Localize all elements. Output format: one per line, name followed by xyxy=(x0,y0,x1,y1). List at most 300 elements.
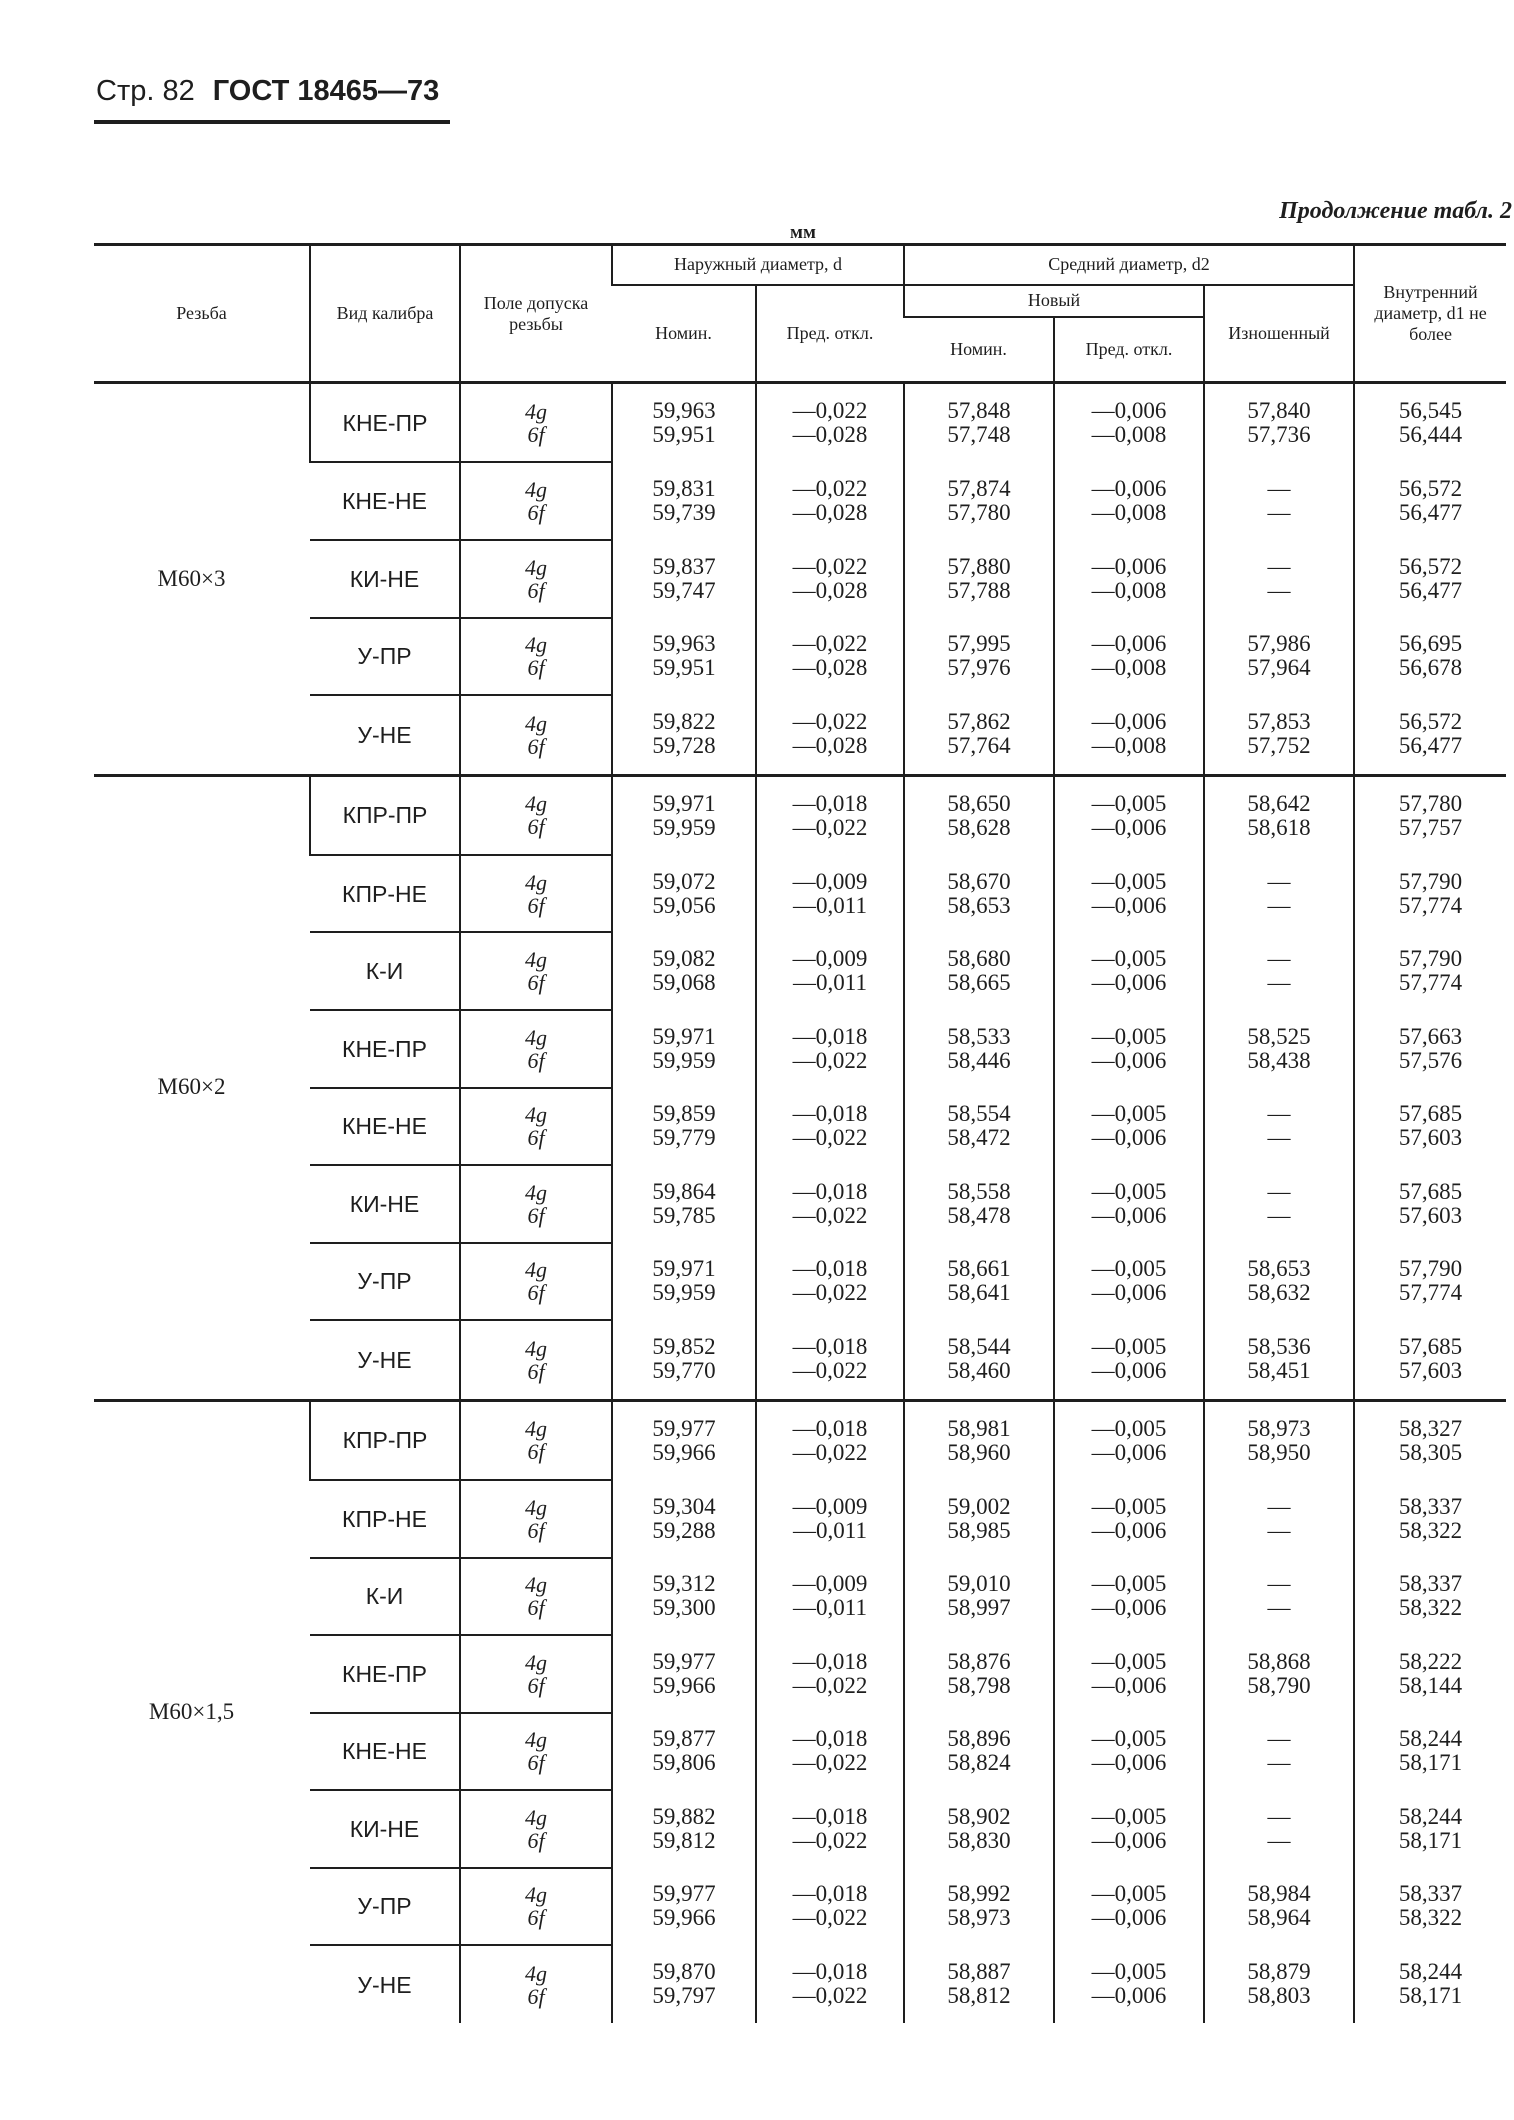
cell-value: 58,536 xyxy=(1247,1334,1311,1360)
cell-value: 56,545 xyxy=(1398,398,1463,424)
cell-value: 58,171 xyxy=(1398,1983,1463,2009)
worn-cell xyxy=(1204,462,1354,540)
outer-deviation-cell xyxy=(756,1400,904,1480)
cell-value: 4g xyxy=(525,1102,547,1128)
cell-value: —0,005 xyxy=(1091,1101,1167,1127)
cell-value: 58,244 xyxy=(1398,1726,1463,1752)
cell-value: —0,006 xyxy=(1091,1358,1167,1384)
tolerance-cell xyxy=(460,695,612,775)
outer-nominal-cell xyxy=(612,540,756,618)
tolerance-cell xyxy=(460,775,612,855)
cell-value: —0,006 xyxy=(1091,1750,1167,1776)
cell-value: 58,830 xyxy=(947,1827,1011,1853)
cell-value: 57,853 xyxy=(1247,709,1311,735)
outer-deviation-cell xyxy=(756,618,904,696)
worn-cell xyxy=(1204,1558,1354,1636)
table-row xyxy=(94,775,1506,855)
inner-diameter-cell xyxy=(1354,1010,1506,1088)
cell-value: 6f xyxy=(527,733,545,759)
inner-diameter-cell xyxy=(1354,855,1506,933)
unit-label: мм xyxy=(790,222,816,243)
cell-value: —0,006 xyxy=(1091,1280,1167,1306)
inner-diameter-cell xyxy=(1354,1868,1506,1946)
cell-value: 6f xyxy=(527,577,545,603)
worn-cell xyxy=(1204,1790,1354,1868)
cell-value: 4g xyxy=(525,1727,547,1753)
inner-diameter-cell xyxy=(1354,383,1506,463)
cell-value: —0,022 xyxy=(792,1750,868,1776)
mean-nominal-cell xyxy=(904,1480,1054,1558)
col-mean-worn: Изношенный xyxy=(1204,285,1354,383)
cell-value: —0,011 xyxy=(793,892,867,918)
cell-value: 59,822 xyxy=(652,709,716,735)
gauge-type-cell: КПР-НЕ xyxy=(310,1480,460,1558)
cell-value: 57,774 xyxy=(1398,970,1463,996)
worn-cell xyxy=(1204,1713,1354,1791)
cell-value: 4g xyxy=(525,1416,547,1442)
cell-value: —0,011 xyxy=(793,1595,867,1621)
outer-deviation-cell xyxy=(756,462,904,540)
cell-value: 58,632 xyxy=(1247,1280,1311,1306)
cell-value: —0,018 xyxy=(792,1178,868,1204)
cell-value: 58,525 xyxy=(1247,1023,1311,1049)
cell-value: —0,018 xyxy=(792,1256,868,1282)
outer-deviation-cell xyxy=(756,855,904,933)
outer-nominal-cell xyxy=(612,383,756,463)
gauge-type-cell: У-ПР xyxy=(310,1243,460,1321)
outer-deviation-cell xyxy=(756,1635,904,1713)
cell-value: 58,460 xyxy=(947,1358,1011,1384)
cell-value: 58,984 xyxy=(1247,1881,1311,1907)
mean-deviation-cell xyxy=(1054,1320,1204,1400)
cell-value: 4g xyxy=(525,1649,547,1675)
cell-value: —0,006 xyxy=(1091,553,1167,579)
tolerance-cell xyxy=(460,932,612,1010)
mean-nominal-cell xyxy=(904,1088,1054,1166)
gauge-type-cell: К-И xyxy=(310,932,460,1010)
cell-value: —0,005 xyxy=(1091,1256,1167,1282)
tolerance-cell xyxy=(460,1165,612,1243)
cell-value: 58,438 xyxy=(1247,1047,1311,1073)
cell-value: —0,008 xyxy=(1091,577,1167,603)
gauge-type-cell: У-НЕ xyxy=(357,1971,412,1998)
cell-value: — xyxy=(1267,1571,1291,1597)
cell-value: 58,244 xyxy=(1398,1803,1463,1829)
cell-value: —0,022 xyxy=(792,553,868,579)
cell-value: 58,824 xyxy=(947,1750,1011,1776)
cell-value: 56,477 xyxy=(1398,733,1463,759)
mean-deviation-cell xyxy=(1054,1243,1204,1321)
cell-value: 57,576 xyxy=(1398,1047,1463,1073)
mean-nominal-cell xyxy=(904,1400,1054,1480)
cell-value: 4g xyxy=(525,1960,547,1986)
worn-cell xyxy=(1204,540,1354,618)
mean-deviation-cell xyxy=(1054,775,1204,855)
cell-value: —0,009 xyxy=(792,1571,868,1597)
tolerance-table xyxy=(94,243,1506,2023)
tolerance-cell xyxy=(460,1868,612,1946)
gauge-type-cell: КНЕ-НЕ xyxy=(310,1713,460,1791)
cell-value: 58,554 xyxy=(947,1101,1011,1127)
cell-value: 57,748 xyxy=(947,422,1011,448)
outer-nominal-cell xyxy=(612,775,756,855)
cell-value: —0,022 xyxy=(792,476,868,502)
cell-value: —0,022 xyxy=(792,1202,868,1228)
cell-value: —0,018 xyxy=(792,790,868,816)
col-mean-deviation: Пред. откл. xyxy=(1054,317,1204,383)
cell-value: —0,006 xyxy=(1091,1439,1167,1465)
outer-nominal-cell xyxy=(612,1635,756,1713)
cell-value: — xyxy=(1267,1178,1291,1204)
cell-value: —0,006 xyxy=(1091,1047,1167,1073)
mean-deviation-cell xyxy=(1054,618,1204,696)
cell-value: 59,831 xyxy=(652,476,716,502)
cell-value: 58,472 xyxy=(947,1125,1011,1151)
cell-value: 57,788 xyxy=(947,577,1011,603)
cell-value: 57,764 xyxy=(947,733,1011,759)
cell-value: 57,774 xyxy=(1398,892,1463,918)
cell-value: 59,971 xyxy=(652,790,716,816)
cell-value: 58,327 xyxy=(1398,1415,1463,1441)
cell-value: 59,300 xyxy=(652,1595,716,1621)
cell-value: 58,964 xyxy=(1247,1905,1311,1931)
cell-value: 59,852 xyxy=(652,1334,716,1360)
outer-deviation-cell xyxy=(756,775,904,855)
cell-value: 4g xyxy=(525,1882,547,1908)
tolerance-cell xyxy=(460,1480,612,1558)
cell-value: 59,056 xyxy=(652,892,716,918)
outer-nominal-cell xyxy=(612,855,756,933)
cell-value: 59,728 xyxy=(652,733,716,759)
cell-value: —0,006 xyxy=(1091,1983,1167,2009)
cell-value: 58,558 xyxy=(947,1178,1011,1204)
mean-deviation-cell xyxy=(1054,855,1204,933)
cell-value: 59,870 xyxy=(652,1958,716,1984)
cell-value: 56,572 xyxy=(1398,553,1463,579)
inner-diameter-cell xyxy=(1354,932,1506,1010)
cell-value: —0,006 xyxy=(1091,892,1167,918)
cell-value: 58,171 xyxy=(1398,1750,1463,1776)
cell-value: 56,444 xyxy=(1398,422,1463,448)
cell-value: —0,006 xyxy=(1091,1905,1167,1931)
tolerance-cell xyxy=(460,1320,612,1400)
cell-value: 59,959 xyxy=(652,1047,716,1073)
inner-diameter-cell xyxy=(1354,1713,1506,1791)
inner-diameter-cell xyxy=(1354,1243,1506,1321)
cell-value: —0,008 xyxy=(1091,500,1167,526)
tolerance-cell xyxy=(460,1945,612,2023)
tolerance-cell xyxy=(460,383,612,463)
cell-value: 58,992 xyxy=(947,1881,1011,1907)
cell-value: —0,022 xyxy=(792,1983,868,2009)
worn-cell xyxy=(1204,695,1354,775)
cell-value: —0,005 xyxy=(1091,1023,1167,1049)
tolerance-cell xyxy=(460,1635,612,1713)
gauge-type-cell: У-НЕ xyxy=(357,721,412,748)
cell-value: —0,018 xyxy=(792,1415,868,1441)
cell-value: 59,882 xyxy=(652,1803,716,1829)
cell-value: —0,022 xyxy=(792,631,868,657)
cell-value: 58,997 xyxy=(947,1595,1011,1621)
cell-value: 56,572 xyxy=(1398,476,1463,502)
mean-nominal-cell xyxy=(904,462,1054,540)
cell-value: — xyxy=(1267,946,1291,972)
outer-deviation-cell xyxy=(756,1945,904,2023)
cell-value: —0,005 xyxy=(1091,1881,1167,1907)
cell-value: —0,006 xyxy=(1091,709,1167,735)
thread-label: M60×3 xyxy=(94,383,310,776)
cell-value: — xyxy=(1267,476,1291,502)
cell-value: 59,068 xyxy=(652,970,716,996)
thread-label: M60×1,5 xyxy=(94,1400,310,2023)
cell-value: 4g xyxy=(525,1257,547,1283)
mean-nominal-cell xyxy=(904,383,1054,463)
cell-value: 59,977 xyxy=(652,1415,716,1441)
outer-deviation-cell xyxy=(756,1558,904,1636)
worn-cell xyxy=(1204,775,1354,855)
cell-value: 59,966 xyxy=(652,1439,716,1465)
worn-cell xyxy=(1204,1320,1354,1400)
cell-value: 58,171 xyxy=(1398,1827,1463,1853)
cell-value: —0,008 xyxy=(1091,655,1167,681)
outer-deviation-cell xyxy=(756,1320,904,1400)
tolerance-cell xyxy=(460,855,612,933)
cell-value: —0,005 xyxy=(1091,868,1167,894)
mean-deviation-cell xyxy=(1054,1165,1204,1243)
cell-value: 58,896 xyxy=(947,1726,1011,1752)
cell-value: — xyxy=(1267,1827,1291,1853)
cell-value: —0,005 xyxy=(1091,790,1167,816)
cell-value: 59,959 xyxy=(652,814,716,840)
mean-deviation-cell xyxy=(1054,540,1204,618)
cell-value: —0,005 xyxy=(1091,1648,1167,1674)
cell-value: 59,010 xyxy=(947,1571,1011,1597)
cell-value: 59,977 xyxy=(652,1881,716,1907)
cell-value: 6f xyxy=(527,970,545,996)
mean-deviation-cell xyxy=(1054,1010,1204,1088)
outer-deviation-cell xyxy=(756,1010,904,1088)
cell-value: 59,959 xyxy=(652,1280,716,1306)
cell-value: 59,859 xyxy=(652,1101,716,1127)
mean-nominal-cell xyxy=(904,1635,1054,1713)
cell-value: — xyxy=(1267,1803,1291,1829)
inner-diameter-cell xyxy=(1354,540,1506,618)
cell-value: 59,977 xyxy=(652,1648,716,1674)
cell-value: —0,005 xyxy=(1091,1803,1167,1829)
cell-value: 59,747 xyxy=(652,577,716,603)
worn-cell xyxy=(1204,1243,1354,1321)
inner-diameter-cell xyxy=(1354,462,1506,540)
cell-value: — xyxy=(1267,1750,1291,1776)
outer-deviation-cell xyxy=(756,1868,904,1946)
worn-cell xyxy=(1204,855,1354,933)
cell-value: — xyxy=(1267,1125,1291,1151)
cell-value: 58,244 xyxy=(1398,1958,1463,1984)
cell-value: 6f xyxy=(527,1750,545,1776)
cell-value: 59,304 xyxy=(652,1493,716,1519)
cell-value: 56,572 xyxy=(1398,709,1463,735)
cell-value: 6f xyxy=(527,1905,545,1931)
gauge-type-cell: КИ-НЕ xyxy=(310,540,460,618)
gauge-type-cell: У-ПР xyxy=(310,1868,460,1946)
cell-value: 58,650 xyxy=(947,790,1011,816)
cell-value: 58,305 xyxy=(1398,1439,1463,1465)
cell-value: —0,005 xyxy=(1091,1571,1167,1597)
cell-value: 4g xyxy=(525,477,547,503)
cell-value: 59,966 xyxy=(652,1905,716,1931)
worn-cell xyxy=(1204,932,1354,1010)
cell-value: 56,477 xyxy=(1398,500,1463,526)
cell-value: 58,790 xyxy=(1247,1672,1311,1698)
cell-value: —0,018 xyxy=(792,1101,868,1127)
cell-value: 4g xyxy=(525,791,547,817)
cell-value: —0,018 xyxy=(792,1334,868,1360)
cell-value: 56,477 xyxy=(1398,577,1463,603)
cell-value: —0,028 xyxy=(792,733,868,759)
tolerance-cell xyxy=(460,462,612,540)
cell-value: 58,812 xyxy=(947,1983,1011,2009)
cell-value: 6f xyxy=(527,1202,545,1228)
cell-value: 57,757 xyxy=(1398,814,1463,840)
inner-diameter-cell xyxy=(1354,1480,1506,1558)
cell-value: —0,008 xyxy=(1091,422,1167,448)
cell-value: 57,840 xyxy=(1247,398,1311,424)
cell-value: 59,072 xyxy=(652,868,716,894)
cell-value: —0,005 xyxy=(1091,1334,1167,1360)
cell-value: 59,806 xyxy=(652,1750,716,1776)
cell-value: 59,966 xyxy=(652,1672,716,1698)
worn-cell xyxy=(1204,1480,1354,1558)
cell-value: 59,963 xyxy=(652,631,716,657)
inner-diameter-cell xyxy=(1354,1945,1506,2023)
col-outer-diameter: Наружный диаметр, d xyxy=(612,245,904,285)
cell-value: —0,009 xyxy=(792,868,868,894)
cell-value: 57,774 xyxy=(1398,1280,1463,1306)
gauge-type-cell: КНЕ-ПР xyxy=(310,1010,460,1088)
standard-code: ГОСТ 18465—73 xyxy=(212,75,440,107)
cell-value: 57,603 xyxy=(1398,1202,1463,1228)
outer-nominal-cell xyxy=(612,1243,756,1321)
cell-value: 58,803 xyxy=(1247,1983,1311,2009)
mean-nominal-cell xyxy=(904,1558,1054,1636)
cell-value: —0,022 xyxy=(792,1358,868,1384)
inner-diameter-cell xyxy=(1354,618,1506,696)
cell-value: —0,018 xyxy=(792,1958,868,1984)
cell-value: 59,797 xyxy=(652,1983,716,2009)
outer-nominal-cell xyxy=(612,618,756,696)
mean-nominal-cell xyxy=(904,1790,1054,1868)
cell-value: 58,981 xyxy=(947,1415,1011,1441)
gauge-type-cell: КНЕ-НЕ xyxy=(310,1088,460,1166)
gauge-type-cell: КПР-НЕ xyxy=(310,855,460,933)
outer-nominal-cell xyxy=(612,1868,756,1946)
outer-deviation-cell xyxy=(756,383,904,463)
cell-value: 6f xyxy=(527,655,545,681)
cell-value: 6f xyxy=(527,814,545,840)
tolerance-cell xyxy=(460,1243,612,1321)
cell-value: 58,322 xyxy=(1398,1517,1463,1543)
cell-value: — xyxy=(1267,1202,1291,1228)
cell-value: 58,322 xyxy=(1398,1595,1463,1621)
cell-value: — xyxy=(1267,1726,1291,1752)
col-mean-nominal: Номин. xyxy=(904,317,1054,383)
page-number: Стр. 82 xyxy=(96,75,195,107)
table-row xyxy=(94,383,1506,463)
cell-value: —0,018 xyxy=(792,1881,868,1907)
cell-value: 6f xyxy=(527,1827,545,1853)
col-outer-deviation: Пред. откл. xyxy=(756,285,904,383)
worn-cell xyxy=(1204,618,1354,696)
cell-value: 6f xyxy=(527,1672,545,1698)
mean-nominal-cell xyxy=(904,695,1054,775)
outer-deviation-cell xyxy=(756,1480,904,1558)
cell-value: 58,661 xyxy=(947,1256,1011,1282)
gauge-type-cell: КНЕ-ПР xyxy=(310,383,460,463)
cell-value: 58,868 xyxy=(1247,1648,1311,1674)
outer-deviation-cell xyxy=(756,695,904,775)
worn-cell xyxy=(1204,1400,1354,1480)
cell-value: —0,006 xyxy=(1091,1517,1167,1543)
cell-value: —0,022 xyxy=(792,1905,868,1931)
cell-value: 58,322 xyxy=(1398,1905,1463,1931)
cell-value: 59,971 xyxy=(652,1023,716,1049)
worn-cell xyxy=(1204,383,1354,463)
cell-value: 57,780 xyxy=(1398,790,1463,816)
mean-nominal-cell xyxy=(904,775,1054,855)
cell-value: 57,964 xyxy=(1247,655,1311,681)
cell-value: 4g xyxy=(525,947,547,973)
cell-value: 59,837 xyxy=(652,553,716,579)
mean-nominal-cell xyxy=(904,1713,1054,1791)
cell-value: 59,951 xyxy=(652,655,716,681)
outer-nominal-cell xyxy=(612,1165,756,1243)
mean-nominal-cell xyxy=(904,1010,1054,1088)
cell-value: 4g xyxy=(525,1494,547,1520)
inner-diameter-cell xyxy=(1354,1635,1506,1713)
cell-value: —0,018 xyxy=(792,1803,868,1829)
cell-value: —0,006 xyxy=(1091,970,1167,996)
cell-value: 6f xyxy=(527,1125,545,1151)
table-continuation: Продолжение табл. 2 xyxy=(1279,198,1512,224)
cell-value: —0,005 xyxy=(1091,1178,1167,1204)
cell-value: —0,028 xyxy=(792,422,868,448)
cell-value: 6f xyxy=(527,500,545,526)
inner-diameter-cell xyxy=(1354,1790,1506,1868)
mean-deviation-cell xyxy=(1054,462,1204,540)
gauge-type-cell: У-ПР xyxy=(310,618,460,696)
cell-value: 57,995 xyxy=(947,631,1011,657)
cell-value: 59,971 xyxy=(652,1256,716,1282)
cell-value: 4g xyxy=(525,398,547,424)
cell-value: —0,006 xyxy=(1091,814,1167,840)
cell-value: — xyxy=(1267,577,1291,603)
outer-nominal-cell xyxy=(612,1558,756,1636)
outer-nominal-cell xyxy=(612,1010,756,1088)
cell-value: — xyxy=(1267,892,1291,918)
outer-deviation-cell xyxy=(756,932,904,1010)
cell-value: 57,848 xyxy=(947,398,1011,424)
cell-value: 58,960 xyxy=(947,1439,1011,1465)
outer-nominal-cell xyxy=(612,695,756,775)
cell-value: 58,628 xyxy=(947,814,1011,840)
mean-deviation-cell xyxy=(1054,1480,1204,1558)
mean-nominal-cell xyxy=(904,1243,1054,1321)
col-gauge-type: Вид калибра xyxy=(310,245,460,383)
gauge-type-cell: КИ-НЕ xyxy=(310,1790,460,1868)
gauge-type-cell: У-НЕ xyxy=(357,1346,412,1373)
cell-value: 57,663 xyxy=(1398,1023,1463,1049)
cell-value: —0,006 xyxy=(1091,631,1167,657)
